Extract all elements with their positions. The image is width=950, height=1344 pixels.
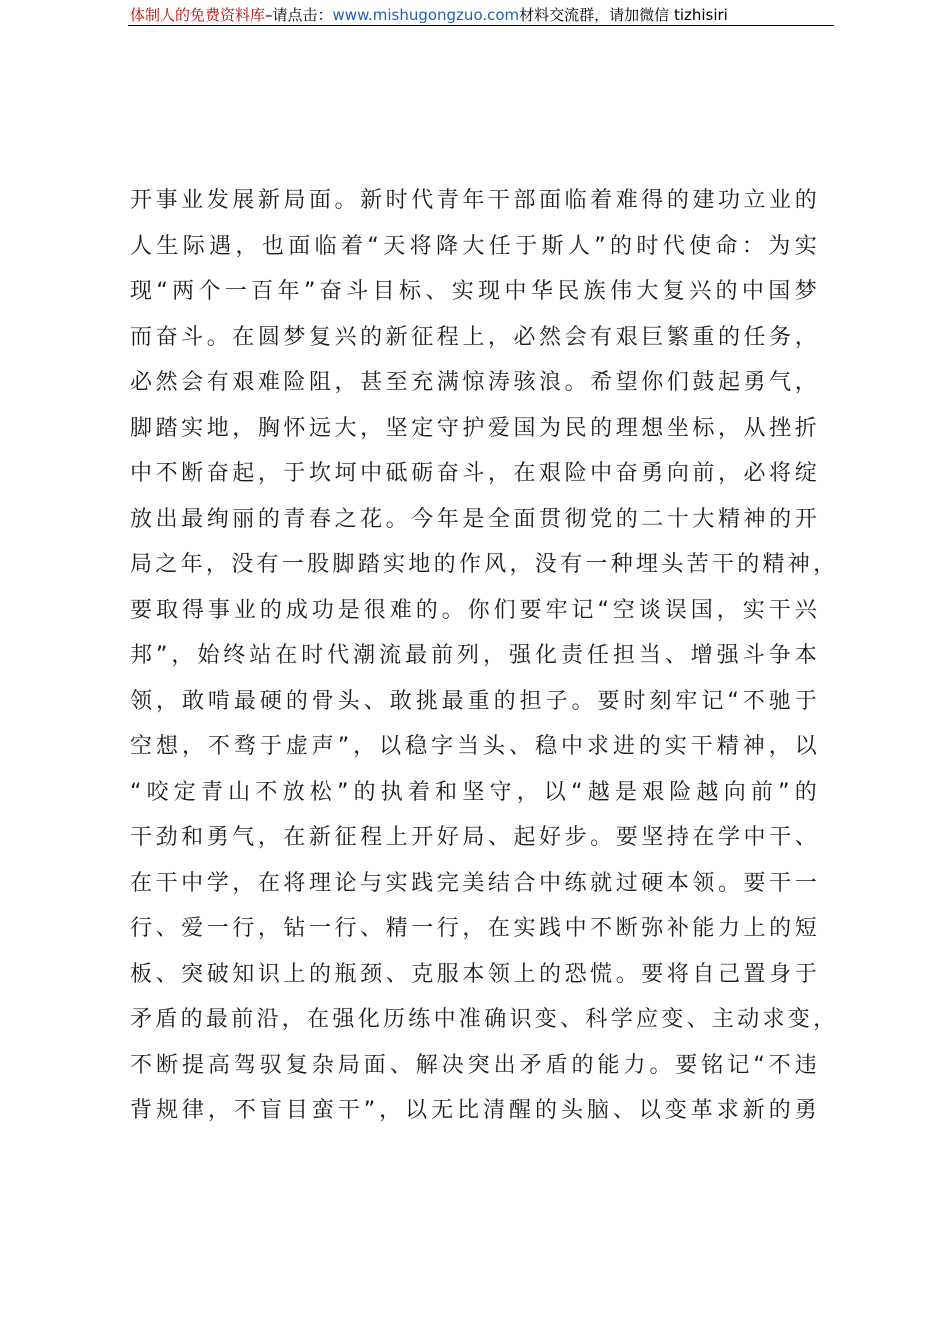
body-line: 必然会有艰难险阻，甚至充满惊涛骇浪。希望你们鼓起勇气， — [130, 370, 820, 395]
body-line: 空想，不骛于虚声”，以稳字当头、稳中求进的实干精神，以 — [130, 734, 820, 759]
body-line: 背规律，不盲目蛮干”，以无比清醒的头脑、以变革求新的勇 — [130, 1098, 820, 1123]
page-header — [130, 4, 830, 26]
body-line: 放出最绚丽的青春之花。今年是全面贯彻党的二十大精神的开 — [130, 506, 820, 532]
body-line: 脚踏实地，胸怀远大，坚定守护爱国为民的理想坐标，从挫折 — [130, 415, 820, 441]
body-line: 不断提高驾驭复杂局面、解决突出矛盾的能力。要铭记“不违 — [130, 1052, 820, 1078]
body-line: 行、爱一行，钻一行、精一行，在实践中不断弥补能力上的短 — [130, 916, 820, 941]
header-url-link[interactable]: www.mishugongzuo.com — [332, 6, 520, 24]
body-line: 中不断奋起，于坎坷中砥砺奋斗，在艰险中奋勇向前，必将绽 — [130, 461, 820, 486]
header-prompt: –请点击： — [265, 6, 333, 24]
header-divider — [128, 25, 834, 26]
body-line: 在干中学，在将理论与实践完美结合中练就过硬本领。要干一 — [130, 870, 820, 896]
body-line: 板、突破知识上的瓶颈、克服本领上的恐慌。要将自己置身于 — [130, 961, 820, 987]
body-line: 局之年，没有一股脚踏实地的作风，没有一种埋头苦干的精神， — [130, 552, 839, 577]
body-line: 而奋斗。在圆梦复兴的新征程上，必然会有艰巨繁重的任务， — [130, 324, 820, 350]
body-line: 开事业发展新局面。新时代青年干部面临着难得的建功立业的 — [130, 188, 820, 213]
header-brand: 体制人的免费资料库 — [130, 6, 266, 24]
body-line: 现“两个一百年”奋斗目标、实现中华民族伟大复兴的中国梦 — [130, 279, 820, 304]
body-line: “咬定青山不放松”的执着和坚守，以“越是艰险越向前”的 — [130, 779, 820, 805]
header-note: 材料交流群，请加微信 tizhisiri — [519, 6, 728, 24]
body-line: 邦”，始终站在时代潮流最前列，强化责任担当、增强斗争本 — [130, 643, 820, 668]
document-body — [130, 178, 839, 1134]
body-line: 人生际遇，也面临着“天将降大任于斯人”的时代使命：为实 — [130, 233, 820, 259]
body-line: 领，敢啃最硬的骨头、敢挑最重的担子。要时刻牢记“不驰于 — [130, 688, 820, 714]
body-line: 矛盾的最前沿，在强化历练中准确识变、科学应变、主动求变， — [130, 1007, 839, 1032]
body-line: 要取得事业的成功是很难的。你们要牢记“空谈误国，实干兴 — [130, 597, 820, 623]
body-line: 干劲和勇气，在新征程上开好局、起好步。要坚持在学中干、 — [130, 825, 820, 850]
